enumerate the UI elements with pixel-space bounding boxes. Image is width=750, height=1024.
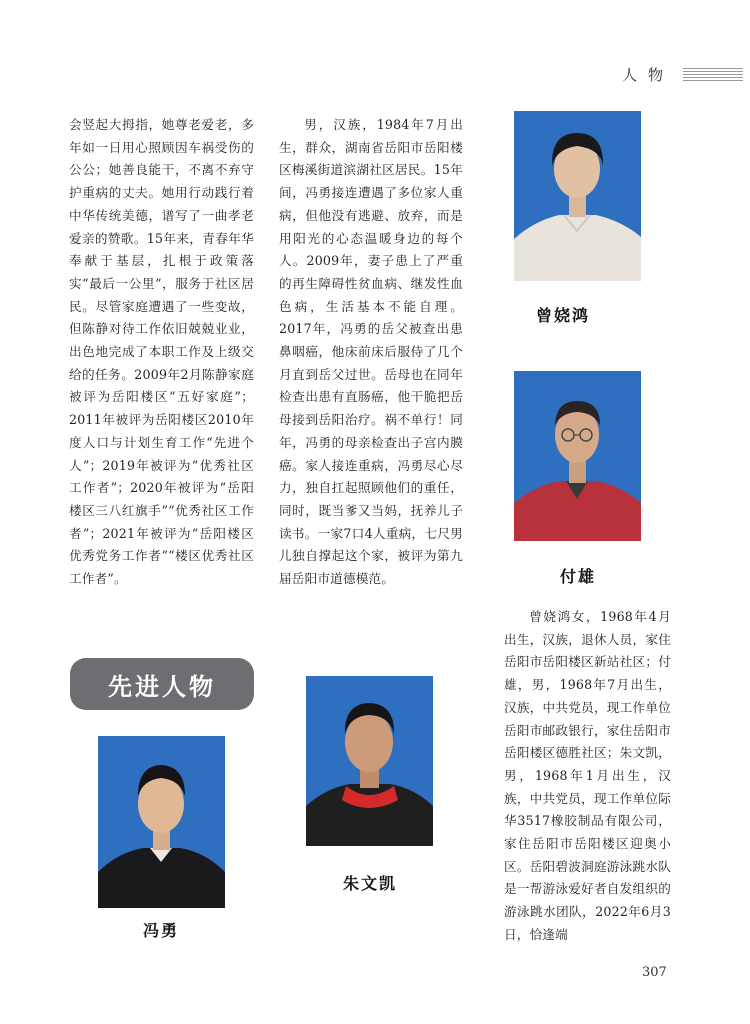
page-header-title: 人物	[622, 66, 675, 84]
caption-zhu-wenkai: 朱文凯	[342, 874, 397, 893]
portrait-photo-zeng-raohong	[514, 111, 641, 281]
section-title-badge: 先进人物	[70, 658, 254, 710]
caption-zeng-raohong: 曾娆鸿	[535, 306, 590, 325]
header-decoration-lines	[683, 68, 743, 82]
caption-feng-yong: 冯勇	[142, 921, 179, 940]
article-column-1: 会竖起大拇指，她尊老爱老，多年如一日用心照顾因车祸受伤的公公；她善良能干，不离不弃守护重病的丈夫。她用行动践行着中华传统美德，谱写了一曲孝老爱亲的赞歌。15年来，青春年华奉献于基层，扎根于政策落实“最后一公里”，服务于社区居民。尽管家庭遭遇了一些变故，但陈静对待工作依旧兢兢业业，出色地完成了本职工作及上级交给的任务。2009年2月陈静家庭被评为岳阳楼区“五好家庭”；2011年被评为岳阳楼区2010年度人口与计划生育工作“先进个人”；2019年被评为“优秀社区工作者”；2020年被评为“岳阳楼区三八红旗手”“优秀社区工作者”；2021年被评为“岳阳楼区优秀党务工作者”“楼区优秀社区工作者”。	[69, 117, 254, 587]
page-number: 307	[642, 965, 667, 980]
portrait-photo-feng-yong	[98, 736, 225, 908]
article-column-2: 男，汉族，1984年7月出生，群众，湖南省岳阳市岳阳楼区梅溪街道滨湖社区居民。15年间，冯勇接连遭遇了多位家人重病，但他没有逃避、放弃，而是用阳光的心态温暖身边的每个人。2009年，妻子患上了严重的再生障碍性贫血病、继发性血色病，生活基本不能自理。2017年，冯勇的岳父被查出患鼻咽癌，他床前床后服侍了几个月直到岳父过世。岳母也在同年检查出患有直肠癌，他干脆把岳母接到岳阳治疗。祸不单行！同年，冯勇的母亲检查出子宫内膜癌。家人接连重病，冯勇尽心尽力，独自扛起照顾他们的重任，同时，既当爹又当妈，抚养儿子读书。一家7口4人重病，七尺男儿独自撑起这个家，被评为第九届岳阳市道德模范。	[279, 117, 463, 587]
portrait-photo-fu-xiong	[514, 371, 641, 541]
article-column-3: 曾娆鸿女，1968年4月出生，汉族，退休人员，家住岳阳市岳阳楼区新站社区；付雄，男，1968年7月出生，汉族，中共党员，现工作单位岳阳市邮政银行，家住岳阳市岳阳楼区德胜社区；朱文凯，男，1968年1月出生，汉族，中共党员，现工作单位际华3517橡胶制品有限公司，家住岳阳市岳阳楼区迎奥小区。岳阳碧波洞庭游泳跳水队是一帮游泳爱好者自发组织的游泳跳水团队，2022年6月3日，恰逢端	[504, 609, 671, 942]
portrait-photo-zhu-wenkai	[306, 676, 433, 846]
caption-fu-xiong: 付雄	[559, 567, 596, 586]
